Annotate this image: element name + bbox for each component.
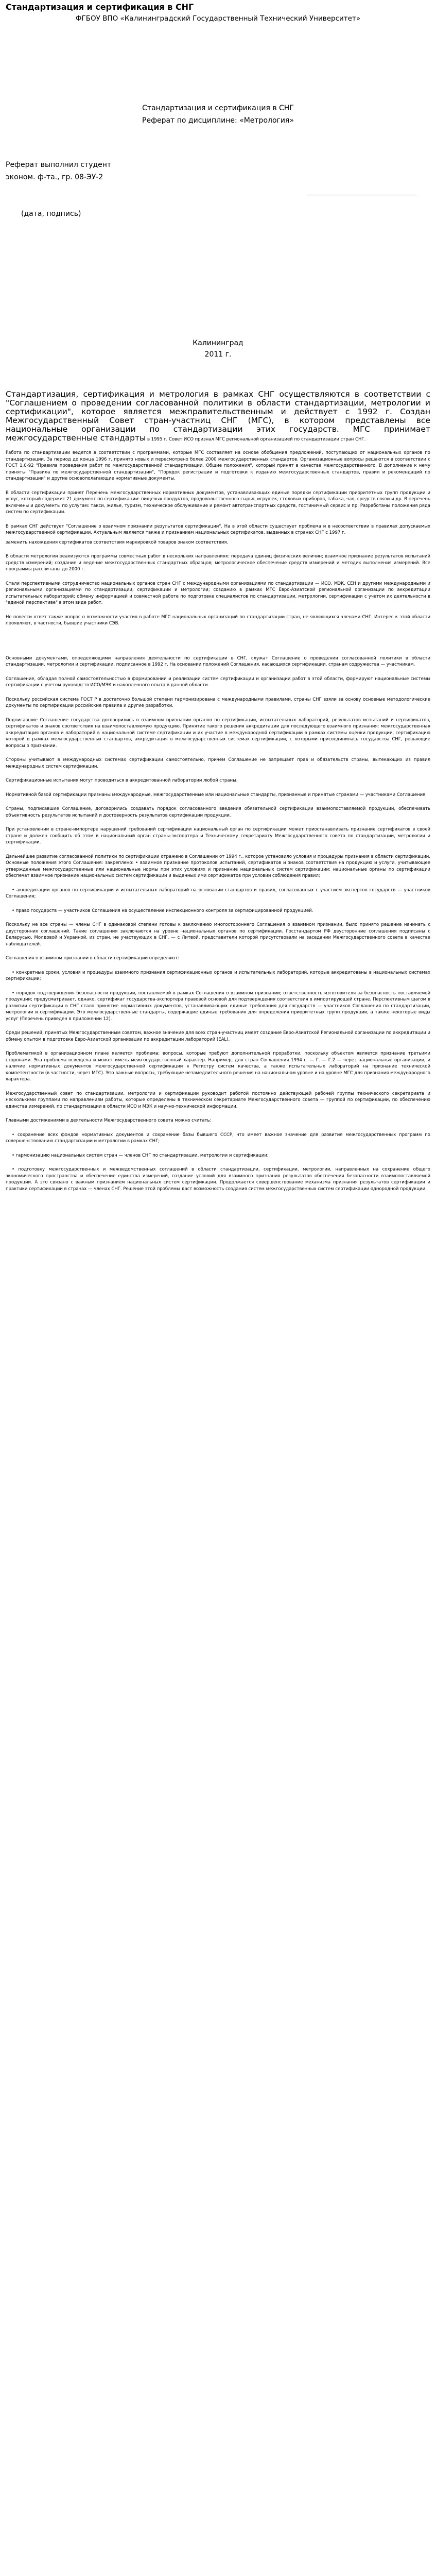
list-item: • подготовку межгосударственных и межведомственных соглашений в области стандартизации, сертификации, метрологии, направленных на сохранение общего экономического пространства и обеспечение единства измерений, создание условий для взаимного признания результатов обеспечения безопасности взаимопоставляемой продукции. А это связано с важным признанием национальных систем сертификации. Продолжается совершенствование механизма признания результатов сертификации и практики сертификации в странах — членах СНГ. Решение этой проблемы даст возможность создания систем межгосударственных систем сертификации однородной продукции. xyxy=(6,1167,430,1192)
paragraph: Соглашения о взаимном признании в области сертификации определяют: xyxy=(6,956,179,961)
paragraph: Соглашение, обладая полной самостоятельностью в формировании и реализации систем сертификации и организации работ в этой области, формируют национальные системы сертификации с учетом руководств ИСО/МЭК и накопленного опыта в данной области. xyxy=(6,676,430,688)
performer-line-2: эконом. ф-та., гр. 08-ЭУ-2 xyxy=(6,173,103,181)
document-title: Стандартизация и сертификация в СНГ xyxy=(6,2,194,12)
city-year: 2011 г. xyxy=(204,350,232,359)
signature-label: (дата, подпись) xyxy=(21,210,81,218)
paragraph: Работа по стандартизации ведется в соответствии с программами, которые МГС составляет на основе обобщения предложений, поступающих от национальных органов по стандартизации. За период до конца 1996 г. принято новых и пересмотрено более 2000 межгосударственных стандартов. Организационные вопросы решаются в соответствии с ГОСТ 1.0-92 "Правила проведения работ по межгосударственной стандартизации. Общие положения", который принят в качестве межгосударственного. В дополнение к нему приняты "Правила по межгосударственной стандартизации", "Порядок регистрации и подготовки к изданию межгосударственных стандартов, правил и рекомендаций по стандартизации" и другие основополагающие нормативные документы. xyxy=(6,450,430,481)
paragraph: Поскольку российская система ГОСТ Р в достаточно большой степени гармонизирована с международными правилами, страны СНГ взяли за основу основные методологические документы по сертификации российские правила и другие разработки. xyxy=(6,697,430,708)
paragraph: Нормативной базой сертификации признаны международные, межгосударственные или национальные стандарты, признанные и принятые странами — участниками Соглашения. xyxy=(6,792,427,798)
lead-small-text: в 1995 г. Совет ИСО признал МГС региональной организацией по стандартизации стран СНГ. xyxy=(146,437,366,442)
university-name: ФГБОУ ВПО «Калининградский Государственный Технический Университет» xyxy=(75,14,361,23)
paragraph: При установлении в стране-импортере нарушений требований сертификации национальный орган по сертификации может приостанавливать признание сертификатов в своей стране и должен сообщить об этом в национальный орган страны-экспортера и Техническому секретариату Межгосударственного совета по стандартизации, метрологии и сертификации. xyxy=(6,827,430,845)
city-name: Калининград xyxy=(193,339,243,347)
paragraph: Не повести ответ также вопрос о возможности участия в работе МГС национальных организаций по стандартизации стран, не являющихся членами СНГ. Интерес к этой области проявляют, в частности, бывшие участники СЭВ. xyxy=(6,614,430,626)
list-item: • право государств — участников Соглашения на осуществление инспекционного контроля за сертифицированной продукцией. xyxy=(12,908,313,913)
paragraph: В области метрологии реализуются программы совместных работ в нескольких направлениях: передача единиц физических величин; взаимное признание результатов испытаний средств измерений; создание и ведение межгосударственных стандартных образцов; метрологическое обеспечение средств измерений и методик выполнения измерений. Все программы рассчитаны до 2000 г. xyxy=(6,554,430,572)
list-item: • гармонизацию национальных систем стран — членов СНГ по стандартизации, метрологии и сертификации; xyxy=(12,1153,269,1158)
essay-discipline: Реферат по дисциплине: «Метрология» xyxy=(142,116,294,125)
list-item: • аккредитации органов по сертификации и испытательных лабораторий на основании стандартов и правил, согласованных с участием экспертов государств — участников Соглашения; xyxy=(6,887,430,899)
paragraph: Стороны учитывают в международных системах сертификации самостоятельно, причем Соглашение не запрещает прав и обязательств страны, вытекающих из правил международных систем сертификации. xyxy=(6,757,430,769)
city-block xyxy=(6,337,430,360)
paragraph: Стали перспективными сотрудничество национальных органов стран СНГ с международными организациями по стандартизации — ИСО, МЭК, СЕН и другими международными и региональными организациями по стандартизации, сертификации и метрологии; созданию в рамках МГС Евро-Азиатской региональной организации по аккредитации испытательных лабораторий; обмену информацией и совместной работе по подготовке специалистов по стандартизации, метрологии, сертификации с учетом их деятельности в "единой перспективе" в этом виде работ. xyxy=(6,581,430,605)
paragraph: Поскольку не все страны — члены СНГ в одинаковой степени готовы к заключению многостороннего Соглашения о взаимном признании, было принято решение начинать с двусторонних соглашений. Такие соглашения заключаются на уровне национальных органов по сертификации. Госстандартом РФ двусторонние соглашения подписаны с Беларусью, Молдовой и Украиной, из стран, не участвующих в СНГ, — с Литвой, представители которой присутствовали на заседании Межгосударственного совета в качестве наблюдателей. xyxy=(6,922,430,947)
paragraph: В области сертификации принят Перечень межгосударственных нормативных документов, устанавливающих единые порядки сертификации приоритетных групп продукции и услуг, который содержит 21 документ по сертификации: пищевых продуктов, продовольственного сырья, игрушек, столовых приборов, табака, чая, средств связи и др. В перечень включены и документы по услугам: такси, жилье, туризм, техническое обслуживание и ремонт автотранспортных средств, гостиничный сервис и пр. Разработаны положения ряда систем по сертификации. xyxy=(6,490,430,515)
paragraph: Основными документами, определяющими направления деятельности по сертификации в СНГ, служат Соглашение о проведении согласованной политики в области стандартизации, метрологии и сертификации, подписанное в 1992 г. На основании положений Соглашения, касающихся сертификации, странам содружества — участникам. xyxy=(6,655,430,667)
essay-topic: Стандартизация и сертификация в СНГ xyxy=(142,104,294,112)
paragraph: Страны, подписавшие Соглашение, договорились создавать порядок согласованного введения обязательной сертификации взаимопоставляемой продукции, обеспечивать объективность результатов испытаний и достоверность результатов сертификации продукции. xyxy=(6,806,430,818)
body-section-a xyxy=(6,450,430,627)
paragraph: Подписавшие Соглашение государства договорились о взаимном признании органов по сертификации, испытательных лабораторий, результатов испытаний и сертификатов, сертификатов и знаков соответствия на взаимопоставляемую продукцию. Принятие такого решения аккредитации для последующего взаимного признания: межгосударственная аккредитация органов и лабораторий в национальной системе сертификации и их участие в международной сертификации в рамках системы оценки продукции, сертификацию которой в рамках межгосударственных стандартов, аккредитация в межгосударственных системах сертификации, с которыми присоединилась государства СНГ, решающие вопросы о признании. xyxy=(6,717,430,749)
document-page xyxy=(0,0,436,1192)
paragraph: Главными достижениями в деятельности Межгосударственного совета можно считать: xyxy=(6,1118,212,1123)
performer-line-1: Реферат выполнил студент xyxy=(6,161,112,169)
performer-block xyxy=(6,160,430,182)
lead-paragraph xyxy=(6,390,430,443)
paragraph: В рамках СНГ действует "Соглашение о взаимном признании результатов сертификации". На в этой области существует проблема и в несоответствии в правилах допускаемых межгосударственной сертификации. Актуальным является также и признанием национальных сертификатов, выданных в странах СНГ с 1997 г. xyxy=(6,523,430,535)
lead-large-text: Стандартизация, сертификация и метрология в рамках СНГ осуществляются в соответствии с "Соглашением о проведении согласованной политики в области стандартизации, метрологии и сертификации", которое является межправительственным и действует с 1992 г. Создан Межгосударственный Совет стран-участниц СНГ (МГС), в котором представлены все национальные организации по стандартизации этих государств. МГС принимает межгосударственные стандарты xyxy=(6,389,430,443)
paragraph: Проблематикой в организационном плане является проблема: вопросы, которые требуют дополнительной проработки, поскольку объектом является признание третьими сторонами. Эта проблема освещена и может иметь межгосударственный характер. Например, для стран Соглашения 1994 г. — Г. — Г.2 — через национальные организации, и наличие нормативных документов межгосударственной сертификации к Регистру систем качества, а также испытательных лабораторий на признание технической компетентности (в частности, через МГС). Это важные вопросы, требующие незамедлительного решения на национальном уровне и на уровне МГС для признания международного характера. xyxy=(6,1051,430,1082)
section-gap xyxy=(6,635,430,655)
title-block xyxy=(6,102,430,127)
paragraph: Межгосударственный совет по стандартизации, метрологии и сертификации руководит работой постоянно действующей рабочей группы технического секретариата и несколькими группами по направлениям работы, которые определены в техническом секретариате Межгосударственного совета — группой по сертификации, по обеспечению единства измерений, по стандартизации в области ИСО и МЭК и научно-технической информации. xyxy=(6,1091,430,1109)
paragraph: Дальнейшее развитие согласованной политики по сертификации отражено в Соглашении от 1994 г., которое установило условия и процедуры признания в области сертификации. Основные положения этого Соглашения: закреплено: • взаимное признание протоколов испытаний, сертификатов и знаков соответствия на продукцию и услуги, учитывающее утвержденные межгосударственные или национальные нормы при этих условиях и признание национальных систем сертификации; национальные органы по сертификации обеспечат взаимное признание национальных систем сертификации и выданных ими сертификатов при условии соблюдения правил; xyxy=(6,854,430,878)
paragraph: Сертификационные испытания могут проводиться в аккредитованной лаборатории любой страны. xyxy=(6,778,238,783)
body-section-b xyxy=(6,655,430,1193)
list-item: • конкретные сроки, условия и процедуры взаимного признания сертификационных органов и испытательных лабораторий, которые аккредитованы в национальных системах сертификации; xyxy=(6,970,430,981)
list-item: • порядок подтверждения безопасности продукции, поставляемой в рамках Соглашения о взаимном признании; ответственность изготовителя за безопасность поставляемой продукции; предусматривает, однако, сертификат государства-экспортера правовой основой для подтверждения соответствия в импортирующей стране. Перспективным шагом в развитии сертификации в СНГ стало принятие нормативных документов, устанавливающих единые требования для государств — участников Соглашения по стандартизации, метрологии и сертификации. Это межгосударственные стандарты, содержащие единые требования для определения приоритетных групп продукции, а также некоторые виды услуг (Перечень приведен в приложении 12). xyxy=(6,990,430,1022)
paragraph: Среди решений, принятых Межгосударственным советом, важное значение для всех стран-участниц имеет создание Евро-Азиатской Региональной организации по аккредитации и обмену опытом в подготовке Евро-Азиатской организации по аккредитации лабораторий (EAL). xyxy=(6,1030,430,1042)
paragraph: заменить нахождения сертификатов соответствия маркировкой товаров знаком соответствия. xyxy=(6,539,229,545)
list-item: • сохранение всех фондов нормативных документов и сохранение базы бывшего СССР, что имеет важное значение для развития межгосударственных программ по совершенствованию стандартизации и метрологии в рамках СНГ; xyxy=(6,1132,430,1144)
